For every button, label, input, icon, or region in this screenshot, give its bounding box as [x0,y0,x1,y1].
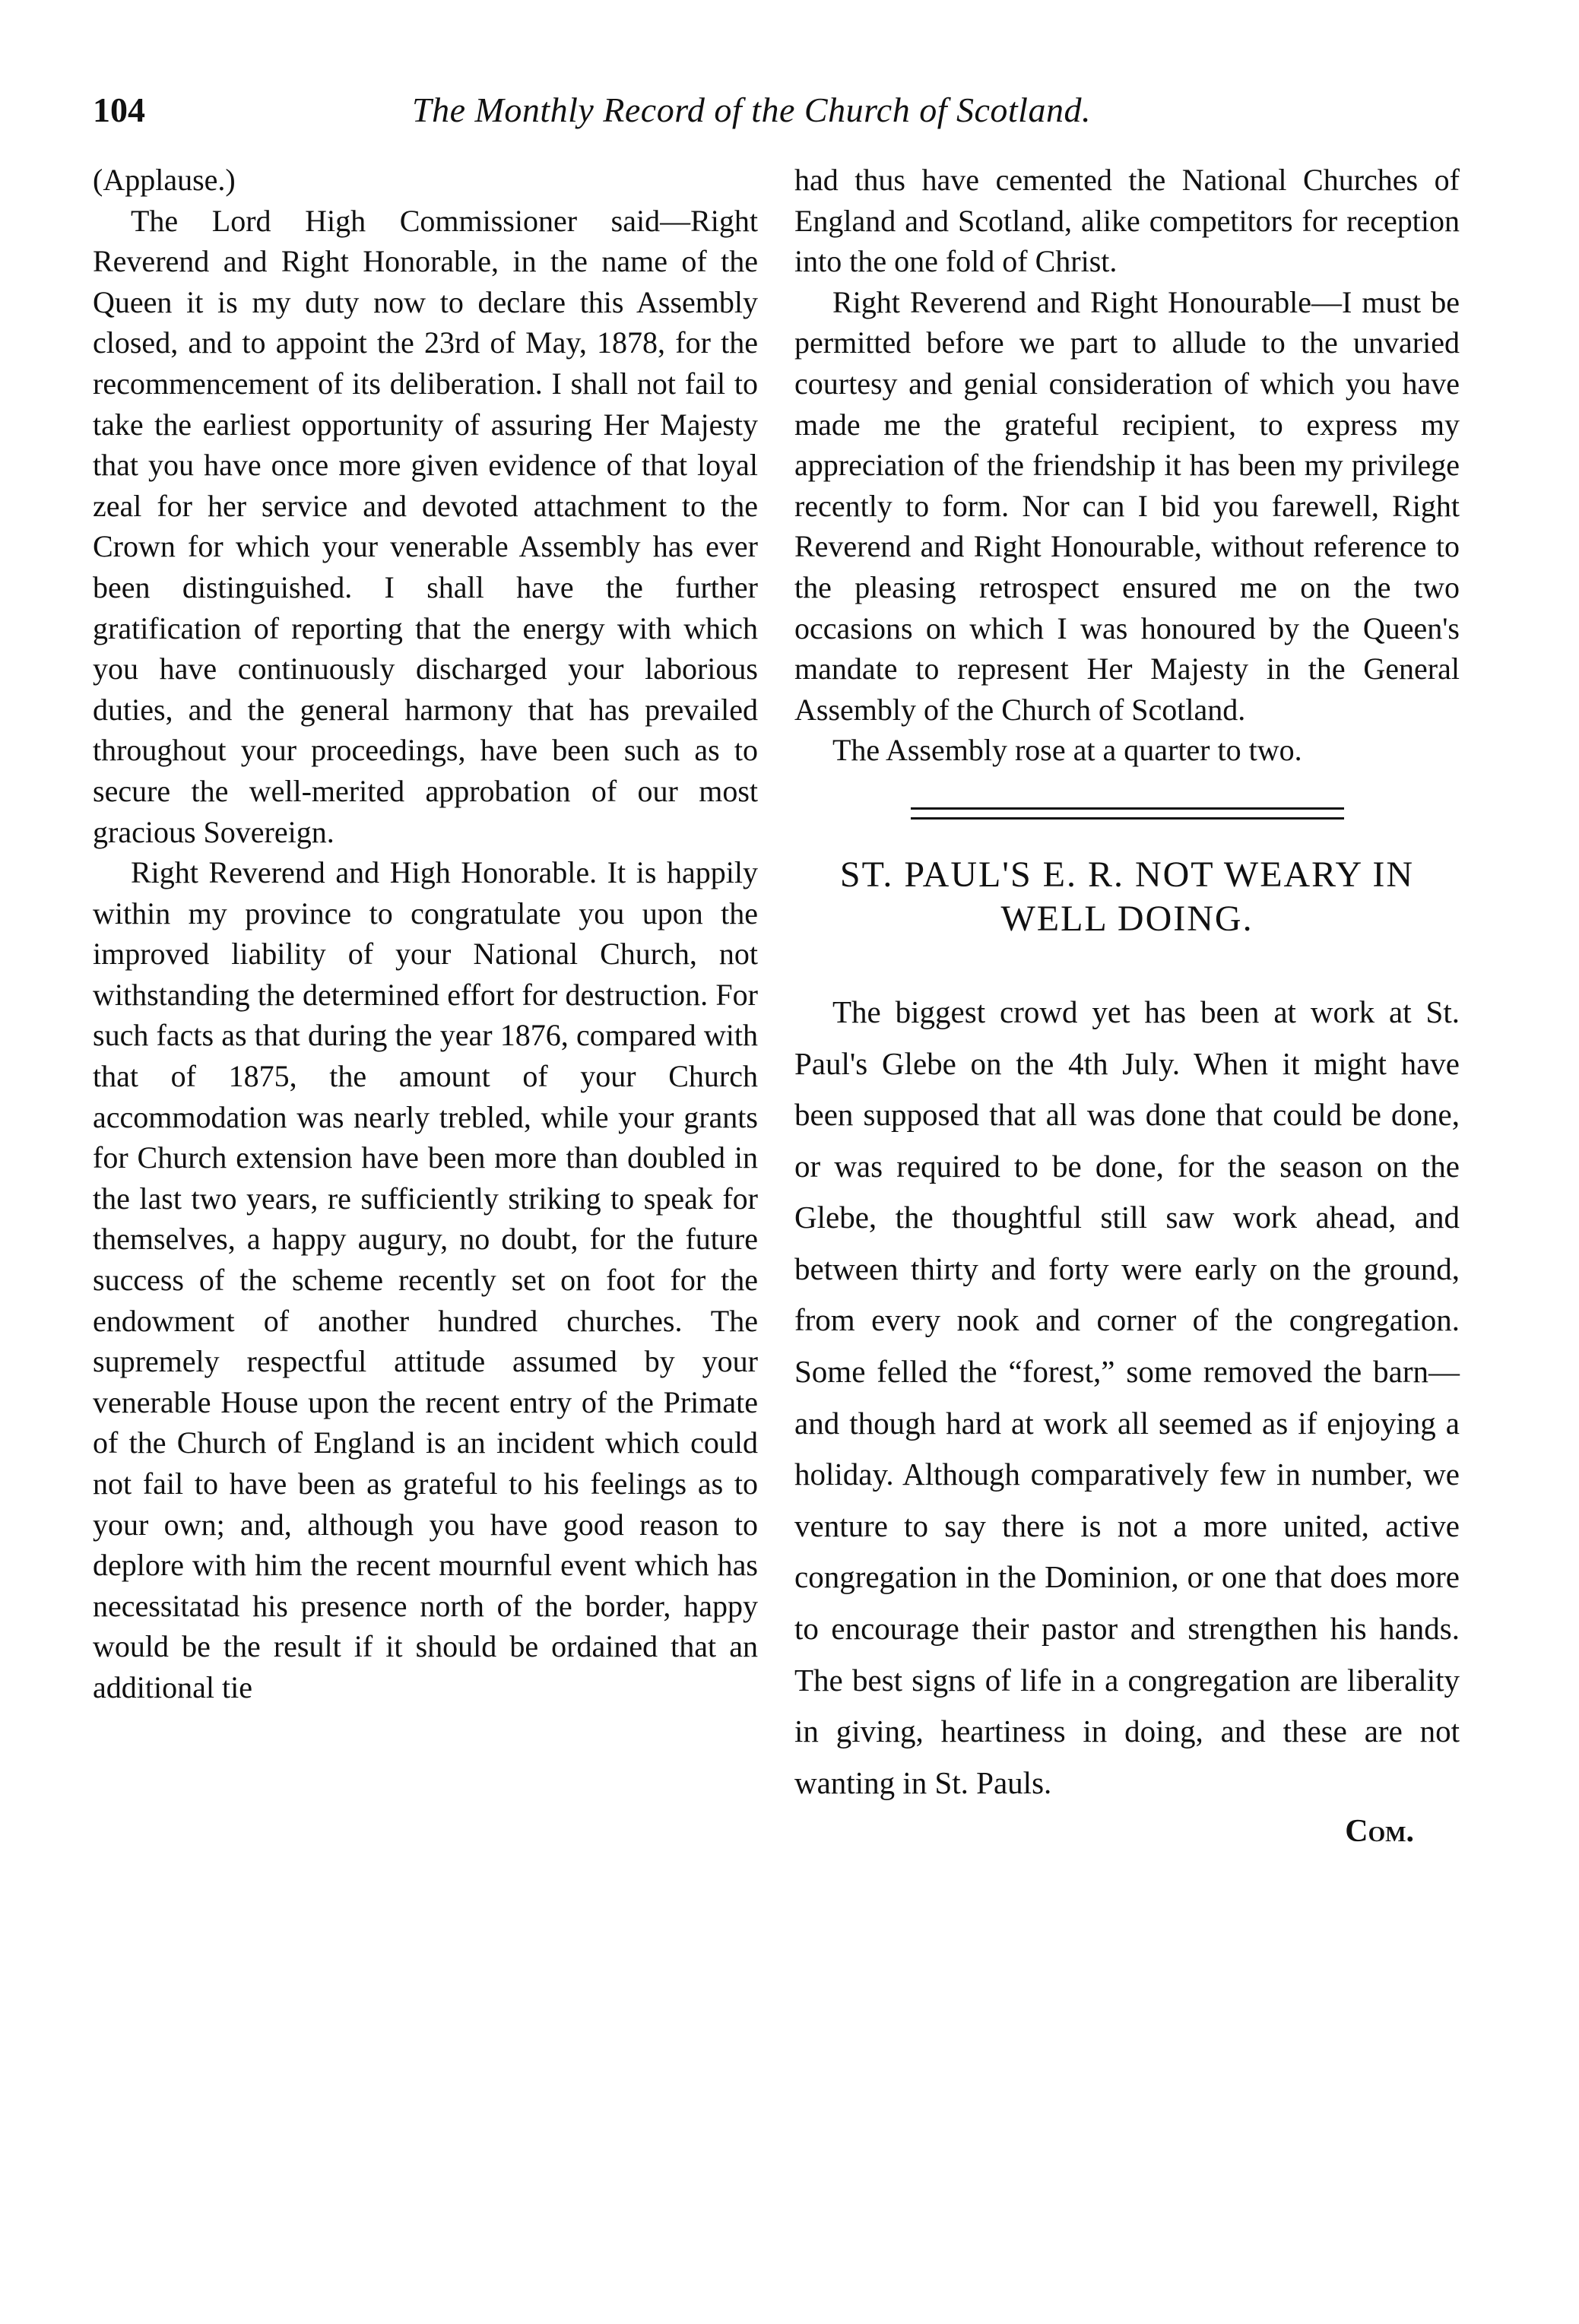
applause-paragraph: (Applause.) [93,163,236,197]
page-number: 104 [93,90,145,129]
right-column [794,160,1460,1854]
journal-title: The Monthly Record of the Church of Scotland. [412,90,1091,129]
section-heading: ST. PAUL'S E. R. NOT WEARY IN WELL DOING. [839,854,1415,939]
farewell-paragraph: Right Reverend and Right Honourable—I must be permitted before we part to allude to the unvaried courtesy and genial consideration of which you have made me the grateful recipient, to express my appreciation of the friendship it has been my privilege recently to form. Nor can I bid you farewell, Right Reverend and Right Honourable, without reference to the pleasing retrospect ensured me on the two occasions on which I was honoured by the Queen's mandate to represent Her Majesty in the General Assembly of the Church of Scotland. [794,284,1460,727]
section-divider [911,807,1344,820]
story-paragraph: The biggest crowd yet has been at work at St. Paul's Glebe on the 4th July. When it might have been supposed that all was done that could be done, or was required to be done, for the season on the Glebe, the thoughtful still saw work ahead, and between thirty and forty were early on the ground, from every nook and corner of the congregation. Some felled the “forest,” some removed the barn—and though hard at work all seemed as if enjoying a holiday. Although comparatively few in number, we venture to say there is not a more united, active congregation in the Dominion, or one that does more to encourage their pastor and strengthen his hands. The best signs of life in a congregation are liberality in giving, heartiness in doing, and these are not wanting in St. Pauls. [794,994,1460,1800]
commissioner-speech-paragraph: The Lord High Commissioner said—Right Reverend and Right Honorable, in the name of the Queen it is my duty now to declare this Assembly closed, and to appoint the 23rd of May, 1878, for the recommencement of its deliberation. I shall not fail to take the earliest opportunity of assuring Her Majesty that you have once more given evidence of that loyal zeal for her service and devoted attachment to the Crown for which your venerable Assembly has ever been distinguished. I shall have the further gratification of reporting that the energy with which you have continuously discharged your laborious duties, and the general harmony that has prevailed throughout your proceedings, have been such as to secure the well-merited approbation of our most gracious Sovereign. [93,203,758,849]
continuation-paragraph: had thus have cemented the National Churches of England and Scotland, alike competitors for reception into the one fold of Christ. [794,163,1460,279]
left-column [93,160,758,1708]
running-head [93,90,1461,135]
signature: Com. [1345,1814,1414,1850]
closing-paragraph: The Assembly rose at a quarter to two. [832,733,1302,768]
congratulation-paragraph: Right Reverend and High Honorable. It is happily within my province to congratulate you upon the improved liability of your National Church, not withstanding the determined effort for destruction. For such facts as that during the year 1876, compared with that of 1875, the amount of your Church accommodation was nearly trebled, while your grants for Church extension have been more than doubled in the last two years, re sufficiently striking to speak for themselves, a happy augury, no doubt, for the future success of the scheme recently set on foot for the endowment of another hundred churches. The supremely respectful attitude assumed by your venerable House upon the recent entry of the Primate of the Church of England is an incident which could not fail to have been as grateful to his feelings as to your own; and, although you have good reason to deplore with him the recent mournful event which has necessitatad his presence north of the border, happy would be the result if it should be ordained that an additional tie [93,855,758,1704]
story-body [794,987,1460,1809]
